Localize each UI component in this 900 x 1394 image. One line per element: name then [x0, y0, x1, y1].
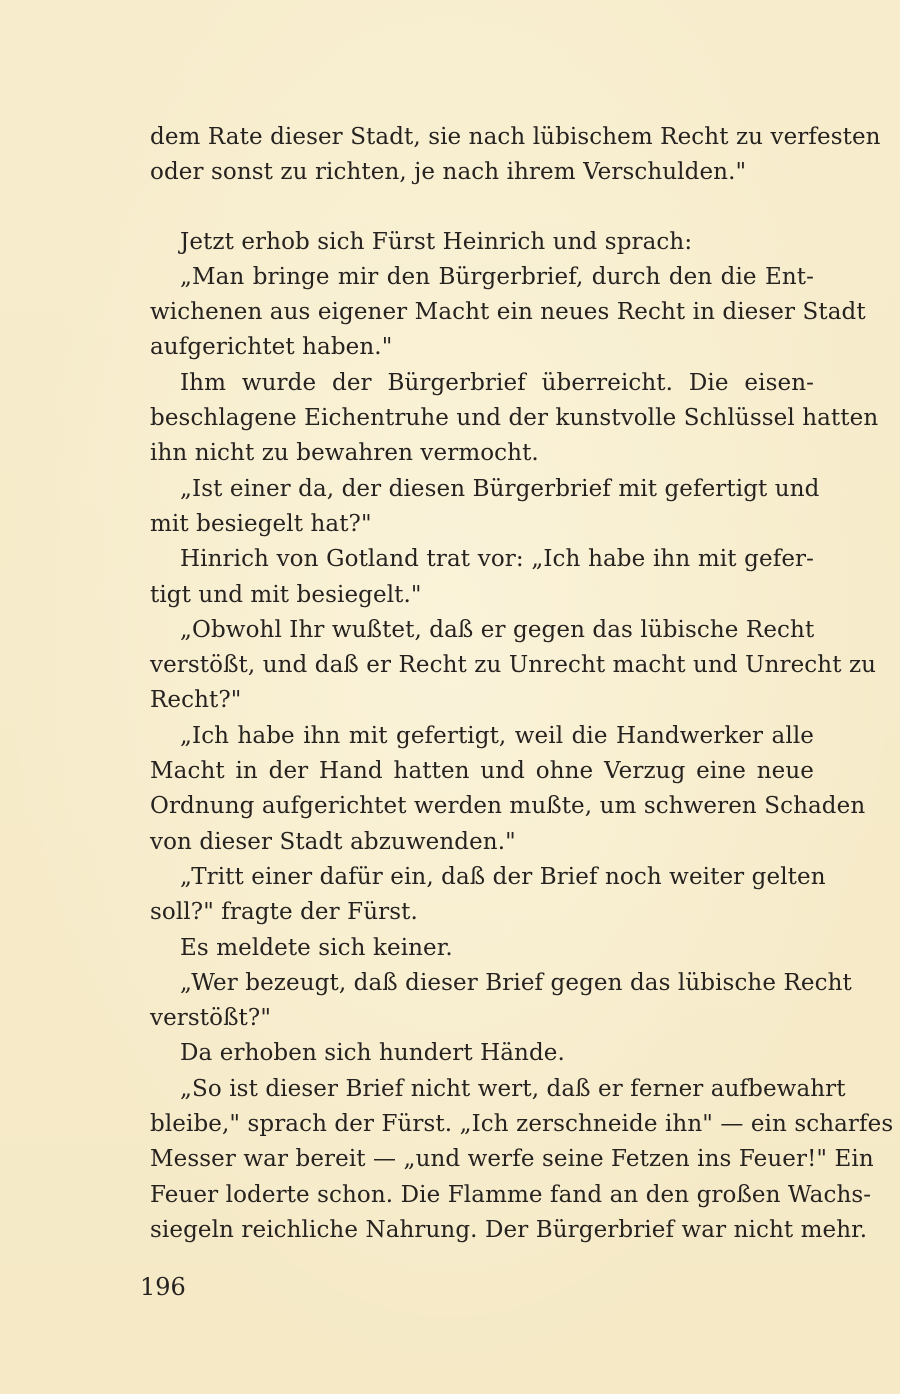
paragraph: [150, 931, 814, 966]
paragraph: [150, 860, 826, 931]
text-line: Ihm wurde der Bürgerbrief überreicht. Die eisen-: [180, 369, 814, 396]
page-text: [150, 120, 894, 1248]
paragraph: [150, 613, 877, 719]
text-line: beschlagene Eichentruhe und der kunstvolle Schlüssel hatten: [150, 405, 879, 432]
text-line: „Ist einer da, der diesen Bürgerbrief mit gefertigt und: [180, 475, 820, 502]
paragraph-gap: [150, 191, 814, 225]
text-line: „Obwohl Ihr wußtet, daß er gegen das lübische Recht: [180, 616, 815, 643]
text-line: von dieser Stadt abzuwenden.": [150, 828, 516, 855]
paragraph: [150, 120, 881, 191]
paragraph: [150, 1036, 814, 1071]
text-line: „Wer bezeugt, daß dieser Brief gegen das lübische Recht: [180, 969, 852, 996]
text-line: tigt und mit besiegelt.": [150, 581, 422, 608]
paragraph: [150, 472, 820, 543]
text-line: siegeln reichliche Nahrung. Der Bürgerbrief war nicht mehr.: [150, 1216, 868, 1243]
text-line: dem Rate dieser Stadt, sie nach lübischem Recht zu verfesten: [150, 124, 881, 150]
paragraph: [150, 719, 866, 860]
text-line: Recht?": [150, 687, 242, 714]
text-line: Es meldete sich keiner.: [180, 934, 453, 961]
text-line: verstößt, und daß er Recht zu Unrecht macht und Unrecht zu: [150, 652, 877, 679]
text-line: bleibe," sprach der Fürst. „Ich zerschneide ihn" — ein scharfes: [150, 1111, 894, 1138]
text-line: oder sonst zu richten, je nach ihrem Verschulden.": [150, 159, 747, 186]
text-line: wichenen aus eigener Macht ein neues Recht in dieser Stadt: [150, 299, 866, 326]
text-line: Macht in der Hand hatten und ohne Verzug eine neue: [150, 758, 814, 785]
paragraph: [150, 542, 814, 613]
text-line: aufgerichtet haben.": [150, 334, 393, 361]
text-line: Jetzt erhob sich Fürst Heinrich und sprach:: [180, 228, 693, 255]
paragraph: [150, 260, 866, 366]
text-line: Hinrich von Gotland trat vor: „Ich habe ihn mit gefer-: [180, 546, 814, 573]
text-line: soll?" fragte der Fürst.: [150, 899, 418, 926]
paragraph: [150, 966, 852, 1037]
text-line: „Ich habe ihn mit gefertigt, weil die Handwerker alle: [180, 722, 814, 749]
text-line: Feuer loderte schon. Die Flamme fand an den großen Wachs-: [150, 1181, 872, 1208]
text-line: mit besiegelt hat?": [150, 510, 372, 537]
text-line: „Man bringe mir den Bürgerbrief, durch den die Ent-: [180, 263, 814, 290]
page-number: 196: [140, 1273, 186, 1301]
text-line: Messer war bereit — „und werfe seine Fetzen ins Feuer!" Ein: [150, 1146, 874, 1173]
text-line: verstößt?": [150, 1005, 272, 1032]
paragraph: [150, 1072, 894, 1248]
text-line: „So ist dieser Brief nicht wert, daß er ferner aufbewahrt: [180, 1075, 846, 1102]
paragraph: [150, 366, 879, 472]
text-line: Da erhoben sich hundert Hände.: [180, 1040, 565, 1067]
text-line: „Tritt einer dafür ein, daß der Brief noch weiter gelten: [180, 863, 826, 890]
paragraph: [150, 225, 814, 260]
text-line: Ordnung aufgerichtet werden mußte, um schweren Schaden: [150, 793, 866, 820]
text-line: ihn nicht zu bewahren vermocht.: [150, 440, 539, 467]
